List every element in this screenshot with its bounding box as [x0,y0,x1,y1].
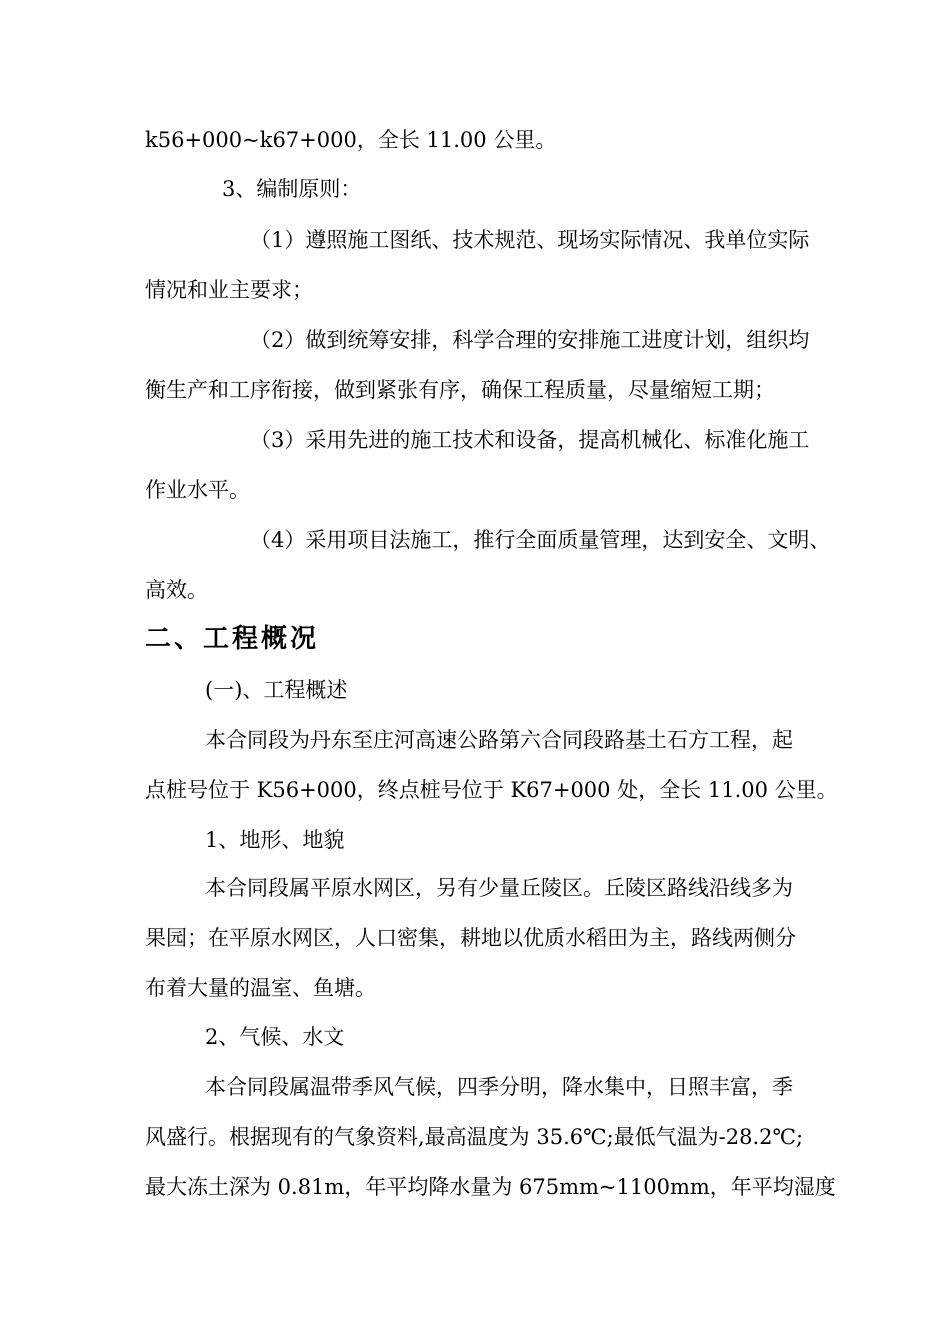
summary-line-1: 本合同段为丹东至庄河高速公路第六合同段路基土石方工程，起 [205,728,793,752]
principle-3-line-1: （3）采用先进的施工技术和设备，提高机械化、标准化施工 [250,428,810,452]
section-heading-project-overview: 二、工程概况 [145,624,320,654]
principle-2-line-1: （2）做到统筹安排，科学合理的安排施工进度计划，组织均 [250,328,810,352]
principle-3-line-2: 作业水平。 [145,478,250,502]
text-line-continuation: k56+000~k67+000，全长 11.00 公里。 [145,128,557,152]
subsection-project-summary: (一)、工程概述 [205,678,348,702]
summary-line-2: 点桩号位于 K56+000，终点桩号位于 K67+000 处，全长 11.00 公里。 [145,778,838,802]
terrain-line-1: 本合同段属平原水网区，另有少量丘陵区。丘陵区路线沿线多为 [205,876,793,900]
climate-line-1: 本合同段属温带季风气候，四季分明，降水集中，日照丰富，季 [205,1075,793,1099]
subsection-climate-hydrology: 2、气候、水文 [205,1025,345,1049]
principle-2-line-2: 衡生产和工序衔接，做到紧张有序，确保工程质量，尽量缩短工期； [145,378,775,402]
principle-1-line-1: （1）遵照施工图纸、技术规范、现场实际情况、我单位实际 [250,228,810,252]
subsection-terrain: 1、地形、地貌 [205,828,345,852]
principle-1-line-2: 情况和业主要求； [145,278,313,302]
subsection-compilation-principles: 3、编制原则： [222,177,362,201]
terrain-line-3: 布着大量的温室、鱼塘。 [145,976,376,1000]
climate-line-2: 风盛行。根据现有的气象资料,最高温度为 35.6℃;最低气温为-28.2℃; [145,1125,804,1149]
climate-line-3: 最大冻土深为 0.81m，年平均降水量为 675mm~1100mm，年平均湿度 [145,1175,836,1199]
principle-4-line-1: （4）采用项目法施工，推行全面质量管理，达到安全、文明、 [250,528,831,552]
terrain-line-2: 果园；在平原水网区，人口密集，耕地以优质水稻田为主，路线两侧分 [145,926,796,950]
principle-4-line-2: 高效。 [145,578,208,602]
